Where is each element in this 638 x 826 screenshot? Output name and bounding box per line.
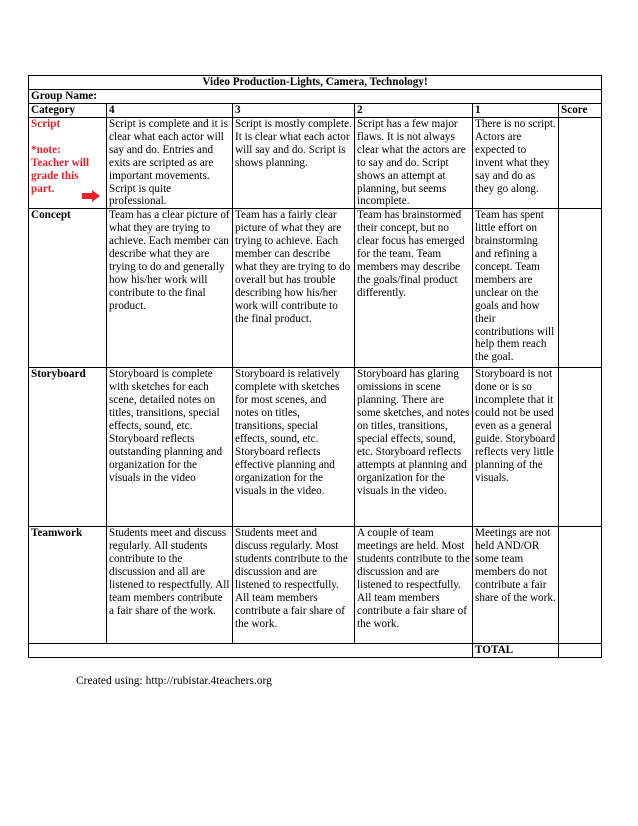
total-label: TOTAL	[473, 644, 559, 658]
category-cell-script	[29, 118, 107, 209]
concept-level-3: Team has a fairly clear picture of what they are trying to achieve. Each member can describe what they are trying to do overall but has trouble describing how his/her work will contribute to the final product.	[233, 209, 355, 368]
right-arrow-icon	[81, 190, 101, 202]
footer-credit: Created using: http://rubistar.4teachers.org	[76, 675, 272, 687]
table-row-concept	[29, 209, 602, 368]
score-cell-concept	[559, 209, 602, 368]
concept-level-1: Team has spent little effort on brainstorming and refining a concept. Team members are unclear on the goals and how their contributions will help them reach the goal.	[473, 209, 559, 368]
table-row-script	[29, 118, 602, 209]
score-cell-teamwork	[559, 527, 602, 644]
teacher-note-line-2: Teacher will	[31, 156, 90, 169]
teamwork-level-4: Students meet and discuss regularly. All students contribute to the discussion and all are listened to respectfully. All team members contribute a fair share of the work.	[107, 527, 233, 644]
storyboard-level-3: Storyboard is relatively complete with sketches for most scenes, and notes on titles, transitions, special effects, sound, etc. Storyboard reflects effective planning and organization for the visuals in the video.	[233, 368, 355, 527]
script-level-2: Script has a few major flaws. It is not always clear what the actors are to say and do. Script shows an attempt at planning, but seems incomplete.	[355, 118, 473, 209]
score-cell-script	[559, 118, 602, 209]
category-label-script: Script	[31, 118, 61, 130]
header-level-2: 2	[355, 104, 473, 118]
table-row-storyboard	[29, 368, 602, 527]
total-score-cell	[559, 644, 602, 658]
group-name-row	[29, 90, 602, 104]
teacher-note-line-1: *note:	[31, 143, 61, 156]
table-row-teamwork	[29, 527, 602, 644]
teacher-note-line-4: part.	[31, 182, 55, 195]
script-level-3: Script is mostly complete. It is clear what each actor will say and do. Script is shows planning.	[233, 118, 355, 209]
title-row	[29, 76, 602, 90]
storyboard-level-1: Storyboard is not done or is so incomplete that it could not be used even as a general guide. Storyboard reflects very little planning of the visuals.	[473, 368, 559, 527]
storyboard-level-2: Storyboard has glaring omissions in scene planning. There are some sketches, and notes on titles, transitions, special effects, sound, etc. Storyboard reflects attempts at planning and organization for the visuals in the video.	[355, 368, 473, 527]
category-label-teamwork: Teamwork	[29, 527, 107, 644]
header-level-1: 1	[473, 104, 559, 118]
script-level-4: Script is complete and it is clear what each actor will say and do. Entries and exits are scripted as are important movements. Script is quite professional.	[107, 118, 233, 209]
total-row-blank	[29, 644, 473, 658]
header-level-3: 3	[233, 104, 355, 118]
concept-level-4: Team has a clear picture of what they are trying to achieve. Each member can describe what they are trying to do and generally how his/her work will contribute to the final product.	[107, 209, 233, 368]
teamwork-level-2: A couple of team meetings are held. Most students contribute to the discussion and are listened to respectfully. All team members contribute a fair share of the work.	[355, 527, 473, 644]
score-cell-storyboard	[559, 368, 602, 527]
header-level-4: 4	[107, 104, 233, 118]
teamwork-level-1: Meetings are not held AND/OR some team members do not contribute a fair share of the work.	[473, 527, 559, 644]
header-score: Score	[559, 104, 602, 118]
header-category: Category	[29, 104, 107, 118]
rubric-table	[28, 75, 602, 658]
script-level-1: There is no script. Actors are expected to invent what they say and do as they go along.	[473, 118, 559, 209]
total-row	[29, 644, 602, 658]
storyboard-level-4: Storyboard is complete with sketches for each scene, detailed notes on titles, transitions, special effects, sound, etc. Storyboard reflects outstanding planning and organization for the visuals in the video	[107, 368, 233, 527]
category-label-concept: Concept	[29, 209, 107, 368]
group-name-label: Group Name:	[29, 90, 602, 104]
category-label-storyboard: Storyboard	[29, 368, 107, 527]
rubric-title: Video Production-Lights, Camera, Technology!	[29, 76, 602, 90]
concept-level-2: Team has brainstormed their concept, but no clear focus has emerged for the team. Team members may describe the goals/final product differently.	[355, 209, 473, 368]
teacher-note-line-3: grade this	[31, 169, 79, 182]
header-row	[29, 104, 602, 118]
teamwork-level-3: Students meet and discuss regularly. Most students contribute to the discussion and are listened to respectfully. All team members contribute a fair share of the work.	[233, 527, 355, 644]
